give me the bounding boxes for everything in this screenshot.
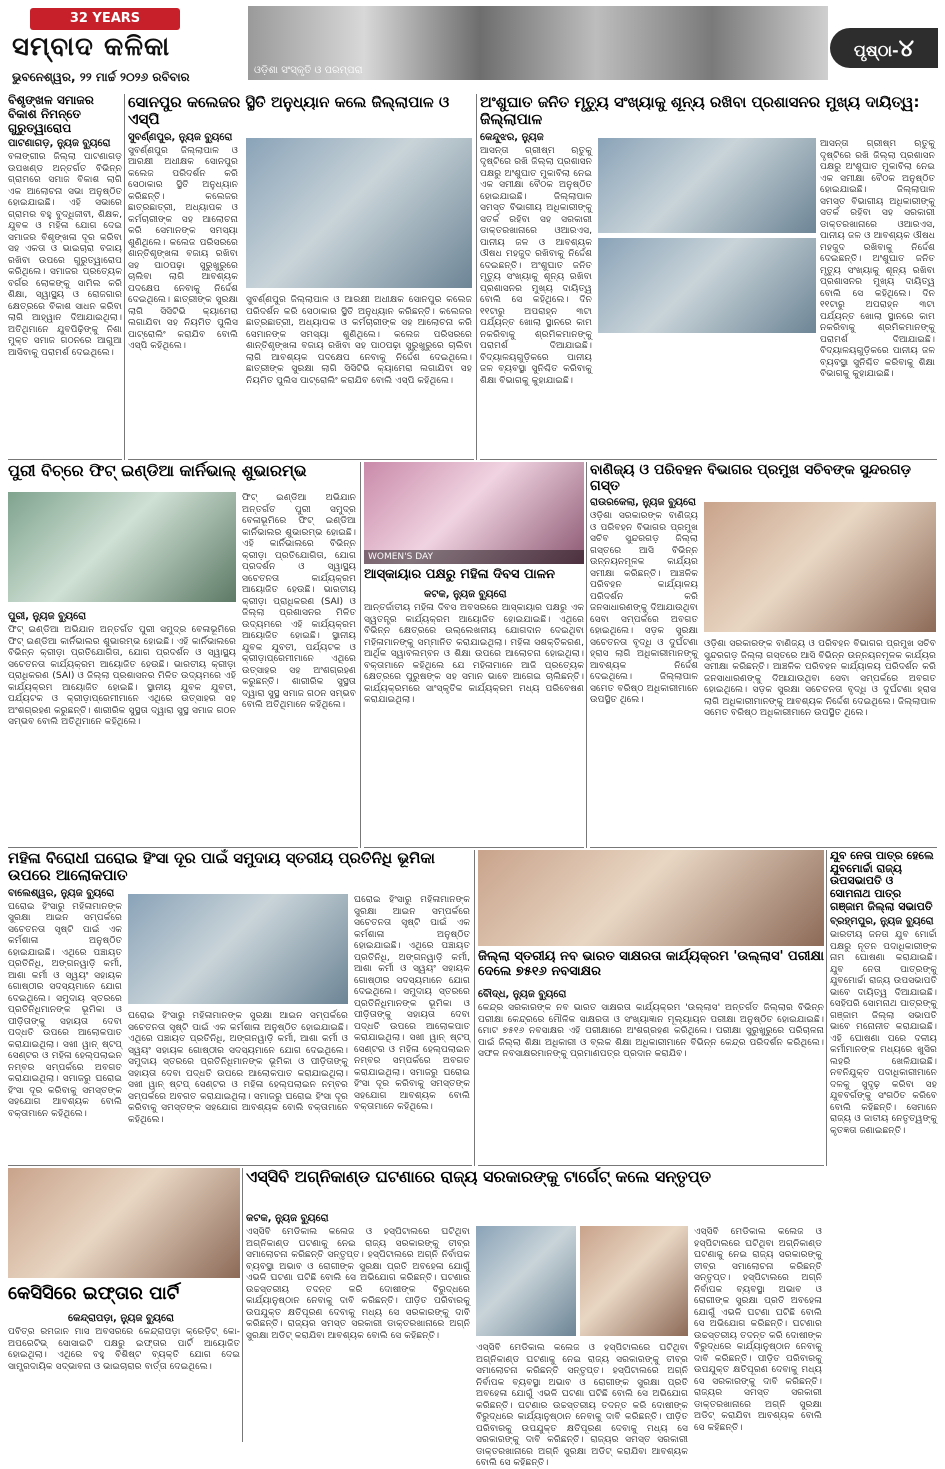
article-body-continued-2: ଘରୋଇ ହିଂସାରୁ ମହିଳାମାନଙ୍କ ସୁରକ୍ଷା ଆଇନ ସମ୍ପର୍କରେ ସଚେତନତା ସୃଷ୍ଟି ପାଇଁ ଏକ କର୍ମଶାଳା ଅନୁଷ୍ଠିତ ହୋଇଯାଇଛି। ଏଥିରେ ପଞ୍ଚାୟତ ପ୍ରତିନିଧି, ଅଙ୍ଗନୱାଡ଼ି କର୍ମୀ, ଆଶା କର୍ମୀ ଓ ସ୍ୱୟଂ ସହାୟକ ଗୋଷ୍ଠୀର ସଦସ୍ୟମାନେ ଯୋଗ ଦେଇଥିଲେ। ସମୁଦାୟ ସ୍ତରରେ ପ୍ରତିନିଧିମାନଙ୍କ ଭୂମିକା ଓ ପୀଡ଼ିତାଙ୍କୁ ସହାୟତା ଦେବା ପଦ୍ଧତି ଉପରେ ଆଲୋକପାତ କରାଯାଇଥିଲା। ସଖୀ ୱାନ୍ ଷ୍ଟପ୍ ସେଣ୍ଟର ଓ ମହିଳା ହେଲ୍ପଲାଇନ ନମ୍ବର ସମ୍ପର୍କରେ ଅବଗତ କରାଯାଇଥିଲା। ସମାଜରୁ ଘରୋଇ ହିଂସା ଦୂର କରିବାକୁ ସମସ୍ତଙ୍କ ସହଯୋଗ ଆବଶ୍ୟକ ବୋଲି ବକ୍ତାମାନେ କହିଥିଲେ।: [354, 894, 470, 1112]
byline: କଟକ, ନ୍ୟୁଜ ବ୍ୟୁରୋ: [246, 1213, 329, 1224]
byline: କେନ୍ଦ୍ରାପଡ଼ା, ନ୍ୟୁଜ ବ୍ୟୁରୋ: [68, 1313, 174, 1324]
photo-leader-press-2: [580, 1226, 688, 1336]
article-body: ଘରୋଇ ହିଂସାରୁ ମହିଳାମାନଙ୍କ ସୁରକ୍ଷା ଆଇନ ସମ୍ପର୍କରେ ସଚେତନତା ସୃଷ୍ଟି ପାଇଁ ଏକ କର୍ମଶାଳା ଅନୁଷ୍ଠିତ ହୋଇଯାଇଛି। ଏଥିରେ ପଞ୍ଚାୟତ ପ୍ରତିନିଧି, ଅଙ୍ଗନୱାଡ଼ି କର୍ମୀ, ଆଶା କର୍ମୀ ଓ ସ୍ୱୟଂ ସହାୟକ ଗୋଷ୍ଠୀର ସଦସ୍ୟମାନେ ଯୋଗ ଦେଇଥିଲେ। ସମୁଦାୟ ସ୍ତରରେ ପ୍ରତିନିଧିମାନଙ୍କ ଭୂମିକା ଓ ପୀଡ଼ିତାଙ୍କୁ ସହାୟତା ଦେବା ପଦ୍ଧତି ଉପରେ ଆଲୋକପାତ କରାଯାଇଥିଲା। ସଖୀ ୱାନ୍ ଷ୍ଟପ୍ ସେଣ୍ଟର ଓ ମହିଳା ହେଲ୍ପଲାଇନ ନମ୍ବର ସମ୍ପର୍କରେ ଅବଗତ କରାଯାଇଥିଲା। ସମାଜରୁ ଘରୋଇ ହିଂସା ଦୂର କରିବାକୁ ସମସ୍ତଙ୍କ ସହଯୋଗ ଆବଶ୍ୟକ ବୋଲି ବକ୍ତାମାନେ କହିଥିଲେ।: [8, 900, 122, 1119]
article-body: ପବିତ୍ର ରମଜାନ ମାସ ଅବସରରେ କେନ୍ଦ୍ରାପଡ଼ା କ୍ରେଡ଼ିଟ୍ କୋ-ଅପରେଟିଭ୍ ସୋସାଇଟି ପକ୍ଷରୁ ଇଫ୍ତାର ପାର୍ଟି ଆୟୋଜିତ ହୋଇଥିଲା। ଏଥିରେ ବହୁ ବିଶିଷ୍ଟ ବ୍ୟକ୍ତି ଯୋଗ ଦେଇ ସାମ୍ପ୍ରଦାୟିକ ସଦ୍ଭାବନା ଓ ଭାଇଚାରାର ବାର୍ତ୍ତା ଦେଇଥିଲେ।: [8, 1326, 240, 1372]
headline: ଅଂଶୁଘାତ ଜନିତ ମୃତ୍ୟୁ ସଂଖ୍ୟାକୁ ଶୂନ୍ୟ ରଖିବା ପ୍ରଶାସନର ମୁଖ୍ୟ ଦାୟିତ୍ୱ: ଜିଲ୍ଲାପାଳ: [480, 93, 920, 129]
article-body-continued: ଘରୋଇ ହିଂସାରୁ ମହିଳାମାନଙ୍କ ସୁରକ୍ଷା ଆଇନ ସମ୍ପର୍କରେ ସଚେତନତା ସୃଷ୍ଟି ପାଇଁ ଏକ କର୍ମଶାଳା ଅନୁଷ୍ଠିତ ହୋଇଯାଇଛି। ଏଥିରେ ପଞ୍ଚାୟତ ପ୍ରତିନିଧି, ଅଙ୍ଗନୱାଡ଼ି କର୍ମୀ, ଆଶା କର୍ମୀ ଓ ସ୍ୱୟଂ ସହାୟକ ଗୋଷ୍ଠୀର ସଦସ୍ୟମାନେ ଯୋଗ ଦେଇଥିଲେ। ସମୁଦାୟ ସ୍ତରରେ ପ୍ରତିନିଧିମାନଙ୍କ ଭୂମିକା ଓ ପୀଡ଼ିତାଙ୍କୁ ସହାୟତା ଦେବା ପଦ୍ଧତି ଉପରେ ଆଲୋକପାତ କରାଯାଇଥିଲା। ସଖୀ ୱାନ୍ ଷ୍ଟପ୍ ସେଣ୍ଟର ଓ ମହିଳା ହେଲ୍ପଲାଇନ ନମ୍ବର ସମ୍ପର୍କରେ ଅବଗତ କରାଯାଇଥିଲା। ସମାଜରୁ ଘରୋଇ ହିଂସା ଦୂର କରିବାକୁ ସମସ୍ତଙ୍କ ସହଯୋଗ ଆବଶ୍ୟକ ବୋଲି ବକ୍ତାମାନେ କହିଥିଲେ।: [128, 1010, 348, 1125]
article-yuva-morcha: [830, 850, 937, 1442]
article-body: ବଳାଙ୍ଗୀର ଜିଲ୍ଲା ପାଟଣାଗଡ଼ ଉପଖଣ୍ଡ ଅନ୍ତର୍ଗତ ବିଭିନ୍ନ ଗ୍ରାମରେ ସମାଜ ବିକାଶ ଲାଗି ଏକ ଆଲୋଚନା ସଭା ଅନୁଷ୍ଠିତ ହୋଇଯାଇଛି। ଏହି ସଭାରେ ଗ୍ରାମର ବହୁ ବୁଦ୍ଧିଜୀବୀ, ଶିକ୍ଷକ, ଯୁବକ ଓ ମହିଳା ଯୋଗ ଦେଇ ସମାଜର ବିଶୃଙ୍ଖଳା ଦୂର କରିବା ସହ ଏକତା ଓ ଭାଇଚାରା ବଜାୟ ରଖିବା ଉପରେ ଗୁରୁତ୍ୱାରୋପ କରିଥିଲେ। ସମାଜର ପ୍ରତ୍ୟେକ ବର୍ଗର ଲୋକଙ୍କୁ ସାମିଲ କରି ଶିକ୍ଷା, ସ୍ୱାସ୍ଥ୍ୟ ଓ ରୋଜଗାର କ୍ଷେତ୍ରରେ ବିକାଶ ସାଧନ କରିବା ଲାଗି ଆହ୍ୱାନ ଦିଆଯାଇଥିଲା। ଅତିଥିମାନେ ଯୁବପିଢ଼ିଙ୍କୁ ନିଶା ମୁକ୍ତ ସମାଜ ଗଠନରେ ଆଗୁଆ ଆସିବାକୁ ପରାମର୍ଶ ଦେଇଥିଲେ।: [8, 151, 122, 358]
headline: କେସିସିରେ ଇଫ୍ତାର ପାର୍ଟି: [8, 1283, 180, 1304]
article-commerce-secretary: [590, 462, 937, 848]
headline: ବିଶୃଙ୍ଖଳ ସମାଜର ବିକାଶ ନିମନ୍ତେ ଗୁରୁତ୍ୱାରୋପ: [8, 93, 94, 135]
article-body: ଭାରତୀୟ ଜନତା ଯୁବ ମୋର୍ଚ୍ଚା ପକ୍ଷରୁ ନୂତନ ପଦାଧିକାରୀଙ୍କ ନାମ ଘୋଷଣା କରାଯାଇଛି। ଯୁବ ନେତା ପାତ୍ରଙ୍କୁ ଯୁବମୋର୍ଚ୍ଚା ରାଜ୍ୟ ଉପସଭାପତି ଭାବେ ଦାୟିତ୍ୱ ଦିଆଯାଇଛି। ସେହିପରି ସୋମନାଥ ପାତ୍ରଙ୍କୁ ଗଞ୍ଜାମ ଜିଲ୍ଲା ସଭାପତି ଭାବେ ମନୋନୀତ କରାଯାଇଛି। ଏହି ଘୋଷଣା ପରେ ଦଳୀୟ କର୍ମୀମାନଙ୍କ ମଧ୍ୟରେ ଖୁସିର ଲହରି ଖେଳିଯାଇଛି। ନବନିଯୁକ୍ତ ପଦାଧିକାରୀମାନେ ଦଳକୁ ସୁଦୃଢ଼ କରିବା ସହ ଯୁବବର୍ଗଙ୍କୁ ସଂଗଠିତ କରିବେ ବୋଲି କହିଛନ୍ତି। ସେମାନେ ରାଜ୍ୟ ଓ ଜାତୀୟ ନେତୃତ୍ୱଙ୍କୁ କୃତଜ୍ଞତା ଜଣାଇଛନ୍ତି।: [830, 929, 937, 1136]
column-rule: [360, 462, 361, 848]
headline: ବାଣିଜ୍ୟ ଓ ପରିବହନ ବିଭାଗର ପ୍ରମୁଖ ସଚିବଙ୍କ ସୁନ୍ଦରଗଡ଼ ଗସ୍ତ: [590, 462, 912, 495]
photo-workshop: [128, 894, 348, 1004]
headline: ଏସ୍‌ସିବି ଅଗ୍ନିକାଣ୍ଡ ଘଟଣାରେ ରାଜ୍ୟ ସରକାରଙ୍କୁ ଟାର୍ଗେଟ୍ କଲେ ସନ୍ତୃପ୍ତ: [246, 1167, 712, 1186]
article-womens-day: [364, 462, 584, 848]
article-fit-india-carnival: [8, 462, 358, 848]
article-body: ଓଡ଼ିଶା ସରକାରଙ୍କ ବାଣିଜ୍ୟ ଓ ପରିବହନ ବିଭାଗର ପ୍ରମୁଖ ସଚିବ ସୁନ୍ଦରଗଡ଼ ଜିଲ୍ଲା ଗସ୍ତରେ ଆସି ବିଭିନ୍ନ ଉନ୍ନୟନମୂଳକ କାର୍ଯ୍ୟର ସମୀକ୍ଷା କରିଛନ୍ତି। ଆଞ୍ଚଳିକ ପରିବହନ କାର୍ଯ୍ୟାଳୟ ପରିଦର୍ଶନ କରି ଜନସାଧାରଣଙ୍କୁ ଦିଆଯାଉଥିବା ସେବା ସମ୍ପର୍କରେ ଅବଗତ ହୋଇଥିଲେ। ସଡ଼କ ସୁରକ୍ଷା ସଚେତନତା ବୃଦ୍ଧି ଓ ଦୁର୍ଘଟଣା ହ୍ରାସ ଲାଗି ଅଧିକାରୀମାନଙ୍କୁ ଆବଶ୍ୟକ ନିର୍ଦ୍ଦେଶ ଦେଇଥିଲେ। ଜିଲ୍ଲାପାଳ ସମେତ ବରିଷ୍ଠ ଅଧିକାରୀମାନେ ଉପସ୍ଥିତ ଥିଲେ।: [590, 510, 698, 706]
photo-college-inspection: [246, 138, 472, 288]
column-rule: [124, 94, 125, 460]
article-body-continued: ଓଡ଼ିଶା ସରକାରଙ୍କ ବାଣିଜ୍ୟ ଓ ପରିବହନ ବିଭାଗର ପ୍ରମୁଖ ସଚିବ ସୁନ୍ଦରଗଡ଼ ଜିଲ୍ଲା ଗସ୍ତରେ ଆସି ବିଭିନ୍ନ ଉନ୍ନୟନମୂଳକ କାର୍ଯ୍ୟର ସମୀକ୍ଷା କରିଛନ୍ତି। ଆଞ୍ଚଳିକ ପରିବହନ କାର୍ଯ୍ୟାଳୟ ପରିଦର୍ଶନ କରି ଜନସାଧାରଣଙ୍କୁ ଦିଆଯାଉଥିବା ସେବା ସମ୍ପର୍କରେ ଅବଗତ ହୋଇଥିଲେ। ସଡ଼କ ସୁରକ୍ଷା ସଚେତନତା ବୃଦ୍ଧି ଓ ଦୁର୍ଘଟଣା ହ୍ରାସ ଲାଗି ଅଧିକାରୀମାନଙ୍କୁ ଆବଶ୍ୟକ ନିର୍ଦ୍ଦେଶ ଦେଇଥିଲେ। ଜିଲ୍ଲାପାଳ ସମେତ ବରିଷ୍ଠ ଅଧିକାରୀମାନେ ଉପସ୍ଥିତ ଥିଲେ।: [704, 638, 936, 718]
headline: ମହିଳା ବିରୋଧୀ ଘରୋଇ ହିଂସା ଦୂର ପାଇଁ ସମୁଦାୟ ସ୍ତରୀୟ ପ୍ରତିନିଧି ଭୂମିକା ଉପରେ ଆଲୋକପାତ: [8, 849, 435, 885]
article-society-development: [8, 94, 122, 460]
article-heatstroke: [480, 94, 937, 460]
photo-leader-press-1: [476, 1226, 576, 1336]
article-body-continued: ଫିଟ୍ ଇଣ୍ଡିଆ ଅଭିଯାନ ଅନ୍ତର୍ଗତ ପୁରୀ ସମୁଦ୍ର ବେଳାଭୂମିରେ ଫିଟ୍ ଇଣ୍ଡିଆ କାର୍ନିଭାଲର ଶୁଭାରମ୍ଭ ହୋଇଛି। ଏହି କାର୍ନିଭାଲରେ ବିଭିନ୍ନ କ୍ରୀଡ଼ା ପ୍ରତିଯୋଗିତା, ଯୋଗ ପ୍ରଦର୍ଶନ ଓ ସ୍ୱାସ୍ଥ୍ୟ ସଚେତନତା କାର୍ଯ୍ୟକ୍ରମ ଆୟୋଜିତ ହେଉଛି। ଭାରତୀୟ କ୍ରୀଡ଼ା ପ୍ରାଧିକରଣ (SAI) ଓ ଜିଲ୍ଲା ପ୍ରଶାସନର ମିଳିତ ଉଦ୍ୟମରେ ଏହି କାର୍ଯ୍ୟକ୍ରମ ଆୟୋଜିତ ହୋଇଛି। ସ୍ଥାନୀୟ ଯୁବକ ଯୁବତୀ, ପର୍ଯ୍ୟଟକ ଓ କ୍ରୀଡ଼ାପ୍ରେମୀମାନେ ଏଥିରେ ଉତ୍ସାହର ସହ ଅଂଶଗ୍ରହଣ କରୁଛନ୍ତି। ଶାରୀରିକ ସୁସ୍ଥତା ଦ୍ୱାରା ସୁସ୍ଥ ସମାଜ ଗଠନ ସମ୍ଭବ ବୋଲି ଅତିଥିମାନେ କହିଥିଲେ।: [242, 492, 356, 710]
byline: କେନ୍ଦୁଝର, ନ୍ୟୁଜ: [480, 131, 544, 143]
photo-carnival: [8, 492, 236, 602]
article-body-continued: ଆସନ୍ତା ଗ୍ରୀଷ୍ମ ଋତୁକୁ ଦୃଷ୍ଟିରେ ରଖି ଜିଲ୍ଲା ପ୍ରଶାସନ ପକ୍ଷରୁ ଅଂଶୁଘାତ ମୁକାବିଲା ନେଇ ଏକ ସମୀକ୍ଷା ବୈଠକ ଅନୁଷ୍ଠିତ ହୋଇଯାଇଛି। ଜିଲ୍ଲାପାଳ ସମସ୍ତ ବିଭାଗୀୟ ଅଧିକାରୀଙ୍କୁ ସତର୍କ ରହିବା ସହ ସରକାରୀ ଡାକ୍ତରଖାନାରେ ଓଆରଏସ, ପାନୀୟ ଜଳ ଓ ଆବଶ୍ୟକ ଔଷଧ ମହଜୁଦ ରଖିବାକୁ ନିର୍ଦ୍ଦେଶ ଦେଇଛନ୍ତି। ଅଂଶୁଘାତ ଜନିତ ମୃତ୍ୟୁ ସଂଖ୍ୟାକୁ ଶୂନ୍ୟ ରଖିବା ପ୍ରଶାସନର ମୁଖ୍ୟ ଦାୟିତ୍ୱ ବୋଲି ସେ କହିଥିଲେ। ଦିନ ୧୧ଟାରୁ ଅପରାହ୍ନ ୩ଟା ପର୍ଯ୍ୟନ୍ତ ଖୋଲା ସ୍ଥାନରେ କାମ ନକରିବାକୁ ଶ୍ରମିକମାନଙ୍କୁ ପରାମର୍ଶ ଦିଆଯାଇଛି। ବିଦ୍ୟାଳୟଗୁଡ଼ିକରେ ପାନୀୟ ଜଳ ବ୍ୟବସ୍ଥା ସୁନିଶ୍ଚିତ କରିବାକୁ ଶିକ୍ଷା ବିଭାଗକୁ କୁହାଯାଇଛି।: [820, 138, 935, 379]
byline: ସୁବର୍ଣ୍ଣପୁର, ନ୍ୟୁଜ ବ୍ୟୁରୋ: [128, 131, 233, 143]
strip-caption: ଓଡ଼ିଶା ସଂସ୍କୃତି ଓ ପରମ୍ପରା: [254, 65, 363, 76]
heritage-photo-strip: [248, 6, 828, 80]
article-body-continued: ସୁବର୍ଣ୍ଣପୁର ଜିଲ୍ଲାପାଳ ଓ ଆରକ୍ଷୀ ଅଧୀକ୍ଷକ ସୋନପୁର କଲେଜ ପରିଦର୍ଶନ କରି ସେଠାକାର ସ୍ଥିତି ଅନୁଧ୍ୟାନ କରିଛନ୍ତି। କଲେଜର ଛାତ୍ରଛାତ୍ରୀ, ଅଧ୍ୟାପକ ଓ କର୍ମଚାରୀଙ୍କ ସହ ଆଲୋଚନା କରି ସେମାନଙ୍କ ସମସ୍ୟା ଶୁଣିଥିଲେ। କଲେଜ ପରିସରରେ ଶାନ୍ତିଶୃଙ୍ଖଳା ବଜାୟ ରଖିବା ସହ ପାଠପଢ଼ା ସୁରୁଖୁରୁରେ ଚାଲିବା ଲାଗି ଆବଶ୍ୟକ ପଦକ୍ଷେପ ନେବାକୁ ନିର୍ଦ୍ଦେଶ ଦେଇଥିଲେ। ଛାତ୍ରୀଙ୍କ ସୁରକ୍ଷା ଲାଗି ସିସିଟିଭି କ୍ୟାମେରା ଲଗାଯିବା ସହ ନିୟମିତ ପୁଲିସ ପାଟ୍ରୋଲିଂ କରାଯିବ ବୋଲି ଏସ୍‌ପି କହିଥିଲେ।: [246, 294, 472, 386]
article-body: ଆନ୍ତର୍ଜାତୀୟ ମହିଳା ଦିବସ ଅବସରରେ ଆସ୍କାୟାର ପକ୍ଷରୁ ଏକ ସ୍ୱତନ୍ତ୍ର କାର୍ଯ୍ୟକ୍ରମ ଆୟୋଜିତ ହୋଇଯାଇଛି। ଏଥିରେ ବିଭିନ୍ନ କ୍ଷେତ୍ରରେ ଉଲ୍ଲେଖନୀୟ ଯୋଗଦାନ ଦେଇଥିବା ମହିଳାମାନଙ୍କୁ ସମ୍ମାନିତ କରାଯାଇଥିଲା। ମହିଳା ସଶକ୍ତିକରଣ, ଆର୍ଥିକ ସ୍ୱାବଲମ୍ବନ ଓ ଶିକ୍ଷା ଉପରେ ଆଲୋଚନା ହୋଇଥିଲା। ବକ୍ତାମାନେ କହିଥିଲେ ଯେ ମହିଳାମାନେ ଆଜି ପ୍ରତ୍ୟେକ କ୍ଷେତ୍ରରେ ପୁରୁଷଙ୍କ ସହ ସମାନ ଭାବେ ଆଗେଇ ଚାଲିଛନ୍ତି। କାର୍ଯ୍ୟକ୍ରମରେ ସାଂସ୍କୃତିକ କାର୍ଯ୍ୟକ୍ରମ ମଧ୍ୟ ପରିବେଷଣ କରାଯାଇଥିଲା।: [364, 602, 584, 705]
photo-literacy-exam: [478, 850, 824, 946]
article-body-continued: ଏସ୍‌ସିବି ମେଡିକାଲ କଲେଜ ଓ ହସ୍ପିଟାଲରେ ଘଟିଥିବା ଅଗ୍ନିକାଣ୍ଡ ଘଟଣାକୁ ନେଇ ରାଜ୍ୟ ସରକାରଙ୍କୁ ତୀବ୍ର ସମାଲୋଚନା କରିଛନ୍ତି ସନ୍ତୃପ୍ତ। ହସ୍ପିଟାଲରେ ଅଗ୍ନି ନିର୍ବାପକ ବ୍ୟବସ୍ଥା ଅଭାବ ଓ ରୋଗୀଙ୍କ ସୁରକ୍ଷା ପ୍ରତି ଅବହେଳା ଯୋଗୁଁ ଏଭଳି ଘଟଣା ଘଟିଛି ବୋଲି ସେ ଅଭିଯୋଗ କରିଛନ୍ତି। ଘଟଣାର ଉଚ୍ଚସ୍ତରୀୟ ତଦନ୍ତ କରି ଦୋଷୀଙ୍କ ବିରୁଦ୍ଧରେ କାର୍ଯ୍ୟାନୁଷ୍ଠାନ ନେବାକୁ ଦାବି କରିଛନ୍ତି। ପୀଡ଼ିତ ପରିବାରକୁ ଉପଯୁକ୍ତ କ୍ଷତିପୂରଣ ଦେବାକୁ ମଧ୍ୟ ସେ ସରକାରଙ୍କୁ ଦାବି କରିଛନ୍ତି। ରାଜ୍ୟର ସମସ୍ତ ସରକାରୀ ଡାକ୍ତରଖାନାରେ ଅଗ୍ନି ସୁରକ୍ଷା ଅଡିଟ୍ କରାଯିବା ଆବଶ୍ୟକ ବୋଲି ସେ କହିଛନ୍ତି।: [476, 1342, 688, 1468]
photo-review-meeting-2: [598, 238, 816, 333]
column-rule: [476, 94, 477, 460]
column-rule: [586, 462, 587, 848]
article-body: ଏସ୍‌ସିବି ମେଡିକାଲ କଲେଜ ଓ ହସ୍ପିଟାଲରେ ଘଟିଥିବା ଅଗ୍ନିକାଣ୍ଡ ଘଟଣାକୁ ନେଇ ରାଜ୍ୟ ସରକାରଙ୍କୁ ତୀବ୍ର ସମାଲୋଚନା କରିଛନ୍ତି ସନ୍ତୃପ୍ତ। ହସ୍ପିଟାଲରେ ଅଗ୍ନି ନିର୍ବାପକ ବ୍ୟବସ୍ଥା ଅଭାବ ଓ ରୋଗୀଙ୍କ ସୁରକ୍ଷା ପ୍ରତି ଅବହେଳା ଯୋଗୁଁ ଏଭଳି ଘଟଣା ଘଟିଛି ବୋଲି ସେ ଅଭିଯୋଗ କରିଛନ୍ତି। ଘଟଣାର ଉଚ୍ଚସ୍ତରୀୟ ତଦନ୍ତ କରି ଦୋଷୀଙ୍କ ବିରୁଦ୍ଧରେ କାର୍ଯ୍ୟାନୁଷ୍ଠାନ ନେବାକୁ ଦାବି କରିଛନ୍ତି। ପୀଡ଼ିତ ପରିବାରକୁ ଉପଯୁକ୍ତ କ୍ଷତିପୂରଣ ଦେବାକୁ ମଧ୍ୟ ସେ ସରକାରଙ୍କୁ ଦାବି କରିଛନ୍ତି। ରାଜ୍ୟର ସମସ୍ତ ସରକାରୀ ଡାକ୍ତରଖାନାରେ ଅଗ୍ନି ସୁରକ୍ଷା ଅଡିଟ୍ କରାଯିବା ଆବଶ୍ୟକ ବୋଲି ସେ କହିଛନ୍ତି।: [246, 1226, 470, 1341]
photo-secretary-visit: [704, 502, 936, 632]
byline: ପାଟଣାଗଡ଼, ନ୍ୟୁଜ ବ୍ୟୁରୋ: [8, 138, 111, 150]
newspaper-logo: ସମ୍ବାଦ କଳିକା: [12, 32, 171, 62]
masthead: [0, 0, 945, 90]
photo-iftar: [8, 1168, 240, 1278]
page-number-badge: [830, 28, 938, 68]
article-body: କେନ୍ଦ୍ର ସରକାରଙ୍କ ନବ ଭାରତ ସାକ୍ଷରତା କାର୍ଯ୍ୟକ୍ରମ 'ଉଲ୍ଲାସ' ଅନ୍ତର୍ଗତ ଜିଲ୍ଲାର ବିଭିନ୍ନ ପରୀକ୍ଷା କେନ୍ଦ୍ରରେ ମୌଳିକ ସାକ୍ଷରତା ଓ ସଂଖ୍ୟାଜ୍ଞାନ ମୂଲ୍ୟାୟନ ପରୀକ୍ଷା ଅନୁଷ୍ଠିତ ହୋଇଯାଇଛି। ମୋଟ ୭୫୧୬ ନବସାକ୍ଷର ଏହି ପରୀକ୍ଷାରେ ଅଂଶଗ୍ରହଣ କରିଥିଲେ। ପରୀକ୍ଷା ସୁରୁଖୁରୁରେ ପରିଚାଳନା ପାଇଁ ଜିଲ୍ଲା ଶିକ୍ଷା ଅଧିକାରୀ ଓ ବ୍ଲକ ଶିକ୍ଷା ଅଧିକାରୀମାନେ ବିଭିନ୍ନ କେନ୍ଦ୍ର ପରିଦର୍ଶନ କରିଥିଲେ। ସଫଳ ନବସାକ୍ଷରମାନଙ୍କୁ ପ୍ରମାଣପତ୍ର ପ୍ରଦାନ କରାଯିବ।: [478, 1002, 824, 1059]
headline: ସୋନପୁର କଲେଜର ସ୍ଥିତି ଅନୁଧ୍ୟାନ କଲେ ଜିଲ୍ଲାପାଳ ଓ ଏସ୍‌ପି: [128, 93, 450, 129]
article-body: ଫିଟ୍ ଇଣ୍ଡିଆ ଅଭିଯାନ ଅନ୍ତର୍ଗତ ପୁରୀ ସମୁଦ୍ର ବେଳାଭୂମିରେ ଫିଟ୍ ଇଣ୍ଡିଆ କାର୍ନିଭାଲର ଶୁଭାରମ୍ଭ ହୋଇଛି। ଏହି କାର୍ନିଭାଲରେ ବିଭିନ୍ନ କ୍ରୀଡ଼ା ପ୍ରତିଯୋଗିତା, ଯୋଗ ପ୍ରଦର୍ଶନ ଓ ସ୍ୱାସ୍ଥ୍ୟ ସଚେତନତା କାର୍ଯ୍ୟକ୍ରମ ଆୟୋଜିତ ହେଉଛି। ଭାରତୀୟ କ୍ରୀଡ଼ା ପ୍ରାଧିକରଣ (SAI) ଓ ଜିଲ୍ଲା ପ୍ରଶାସନର ମିଳିତ ଉଦ୍ୟମରେ ଏହି କାର୍ଯ୍ୟକ୍ରମ ଆୟୋଜିତ ହୋଇଛି। ସ୍ଥାନୀୟ ଯୁବକ ଯୁବତୀ, ପର୍ଯ୍ୟଟକ ଓ କ୍ରୀଡ଼ାପ୍ରେମୀମାନେ ଏଥିରେ ଉତ୍ସାହର ସହ ଅଂଶଗ୍ରହଣ କରୁଛନ୍ତି। ଶାରୀରିକ ସୁସ୍ଥତା ଦ୍ୱାରା ସୁସ୍ଥ ସମାଜ ଗଠନ ସମ୍ଭବ ବୋଲି ଅତିଥିମାନେ କହିଥିଲେ।: [8, 624, 236, 727]
article-body-continued-2: ଏସ୍‌ସିବି ମେଡିକାଲ କଲେଜ ଓ ହସ୍ପିଟାଲରେ ଘଟିଥିବା ଅଗ୍ନିକାଣ୍ଡ ଘଟଣାକୁ ନେଇ ରାଜ୍ୟ ସରକାରଙ୍କୁ ତୀବ୍ର ସମାଲୋଚନା କରିଛନ୍ତି ସନ୍ତୃପ୍ତ। ହସ୍ପିଟାଲରେ ଅଗ୍ନି ନିର୍ବାପକ ବ୍ୟବସ୍ଥା ଅଭାବ ଓ ରୋଗୀଙ୍କ ସୁରକ୍ଷା ପ୍ରତି ଅବହେଳା ଯୋଗୁଁ ଏଭଳି ଘଟଣା ଘଟିଛି ବୋଲି ସେ ଅଭିଯୋଗ କରିଛନ୍ତି। ଘଟଣାର ଉଚ୍ଚସ୍ତରୀୟ ତଦନ୍ତ କରି ଦୋଷୀଙ୍କ ବିରୁଦ୍ଧରେ କାର୍ଯ୍ୟାନୁଷ୍ଠାନ ନେବାକୁ ଦାବି କରିଛନ୍ତି। ପୀଡ଼ିତ ପରିବାରକୁ ଉପଯୁକ୍ତ କ୍ଷତିପୂରଣ ଦେବାକୁ ମଧ୍ୟ ସେ ସରକାରଙ୍କୁ ଦାବି କରିଛନ୍ତି। ରାଜ୍ୟର ସମସ୍ତ ସରକାରୀ ଡାକ୍ତରଖାନାରେ ଅଗ୍ନି ସୁରକ୍ଷା ଅଡିଟ୍ କରାଯିବା ଆବଶ୍ୟକ ବୋଲି ସେ କହିଛନ୍ତି।: [694, 1226, 822, 1433]
page-number: ୪: [898, 34, 915, 62]
photo-banner-text: WOMEN'S DAY: [364, 550, 584, 564]
years-banner: 32 YEARS: [30, 8, 180, 30]
column-rule: [242, 1168, 243, 1442]
byline: ବ୍ରହ୍ମପୁର, ନ୍ୟୁଜ ବ୍ୟୁରୋ: [830, 916, 934, 928]
headline: ଆସ୍କାୟାର ପକ୍ଷରୁ ମହିଳା ଦିବସ ପାଳନ: [364, 567, 556, 582]
column-rule: [826, 850, 827, 1166]
photo-review-meeting-1: [598, 138, 816, 233]
byline: କଟକ, ନ୍ୟୁଜ ବ୍ୟୁରୋ: [424, 589, 507, 600]
article-body: ଆସନ୍ତା ଗ୍ରୀଷ୍ମ ଋତୁକୁ ଦୃଷ୍ଟିରେ ରଖି ଜିଲ୍ଲା ପ୍ରଶାସନ ପକ୍ଷରୁ ଅଂଶୁଘାତ ମୁକାବିଲା ନେଇ ଏକ ସମୀକ୍ଷା ବୈଠକ ଅନୁଷ୍ଠିତ ହୋଇଯାଇଛି। ଜିଲ୍ଲାପାଳ ସମସ୍ତ ବିଭାଗୀୟ ଅଧିକାରୀଙ୍କୁ ସତର୍କ ରହିବା ସହ ସରକାରୀ ଡାକ୍ତରଖାନାରେ ଓଆରଏସ, ପାନୀୟ ଜଳ ଓ ଆବଶ୍ୟକ ଔଷଧ ମହଜୁଦ ରଖିବାକୁ ନିର୍ଦ୍ଦେଶ ଦେଇଛନ୍ତି। ଅଂଶୁଘାତ ଜନିତ ମୃତ୍ୟୁ ସଂଖ୍ୟାକୁ ଶୂନ୍ୟ ରଖିବା ପ୍ରଶାସନର ମୁଖ୍ୟ ଦାୟିତ୍ୱ ବୋଲି ସେ କହିଥିଲେ। ଦିନ ୧୧ଟାରୁ ଅପରାହ୍ନ ୩ଟା ପର୍ଯ୍ୟନ୍ତ ଖୋଲା ସ୍ଥାନରେ କାମ ନକରିବାକୁ ଶ୍ରମିକମାନଙ୍କୁ ପରାମର୍ଶ ଦିଆଯାଇଛି। ବିଦ୍ୟାଳୟଗୁଡ଼ିକରେ ପାନୀୟ ଜଳ ବ୍ୟବସ୍ଥା ସୁନିଶ୍ଚିତ କରିବାକୁ ଶିକ୍ଷା ବିଭାଗକୁ କୁହାଯାଇଛି।: [480, 144, 592, 386]
article-body: ସୁବର୍ଣ୍ଣପୁର ଜିଲ୍ଲାପାଳ ଓ ଆରକ୍ଷୀ ଅଧୀକ୍ଷକ ସୋନପୁର କଲେଜ ପରିଦର୍ଶନ କରି ସେଠାକାର ସ୍ଥିତି ଅନୁଧ୍ୟାନ କରିଛନ୍ତି। କଲେଜର ଛାତ୍ରଛାତ୍ରୀ, ଅଧ୍ୟାପକ ଓ କର୍ମଚାରୀଙ୍କ ସହ ଆଲୋଚନା କରି ସେମାନଙ୍କ ସମସ୍ୟା ଶୁଣିଥିଲେ। କଲେଜ ପରିସରରେ ଶାନ୍ତିଶୃଙ୍ଖଳା ବଜାୟ ରଖିବା ସହ ପାଠପଢ଼ା ସୁରୁଖୁରୁରେ ଚାଲିବା ଲାଗି ଆବଶ୍ୟକ ପଦକ୍ଷେପ ନେବାକୁ ନିର୍ଦ୍ଦେଶ ଦେଇଥିଲେ। ଛାତ୍ରୀଙ୍କ ସୁରକ୍ଷା ଲାଗି ସିସିଟିଭି କ୍ୟାମେରା ଲଗାଯିବା ସହ ନିୟମିତ ପୁଲିସ ପାଟ୍ରୋଲିଂ କରାଯିବ ବୋଲି ଏସ୍‌ପି କହିଥିଲେ।: [128, 144, 238, 351]
headline: ଜିଲ୍ଲା ସ୍ତରୀୟ ନବ ଭାରତ ସାକ୍ଷରତା କାର୍ଯ୍ୟକ୍ରମ 'ଉଲ୍ଲାସ' ପରୀକ୍ଷା ଦେଲେ ୭୫୧୬ ନବସାକ୍ଷର: [478, 949, 824, 979]
article-iftar-party: [8, 1168, 240, 1442]
byline: ପୁରୀ, ନ୍ୟୁଜ ବ୍ୟୁରୋ: [8, 611, 87, 622]
headline: ଯୁବ ନେତା ପାତ୍ର ହେଲେ ଯୁବମୋର୍ଚ୍ଚା ରାଜ୍ୟ ଉପସଭାପତି ଓ ସୋମନାଥ ପାତ୍ର ଗଞ୍ଜାମ ଜିଲ୍ଲା ସଭାପତି: [830, 849, 934, 913]
photo-womens-day: [364, 462, 584, 564]
byline: ବୌଦ୍ଧ, ନ୍ୟୁଜ ବ୍ୟୁରୋ: [478, 989, 567, 1000]
article-ullas-literacy: [478, 850, 824, 1166]
page-word: ପୃଷ୍ଠା-: [853, 41, 899, 60]
dateline: ଭୁବନେଶ୍ୱର, ୨୨ ମାର୍ଚ୍ଚ ୨୦୨୬ ରବିବାର: [12, 70, 190, 84]
byline: ରାଉରକେଲା, ନ୍ୟୁଜ ବ୍ୟୁରୋ: [590, 497, 696, 509]
headline: ପୁରୀ ବିଚ୍‌ରେ ଫିଟ୍ ଇଣ୍ଡିଆ କାର୍ନିଭାଲ୍ ଶୁଭାରମ୍ଭ: [8, 461, 307, 480]
article-domestic-violence: [8, 850, 472, 1166]
column-rule: [474, 850, 475, 1166]
byline: ବାଲେଶ୍ୱର, ନ୍ୟୁଜ ବ୍ୟୁରୋ: [8, 887, 115, 899]
article-scb-fire: [246, 1167, 824, 1468]
article-sonepur-college: [128, 94, 474, 460]
